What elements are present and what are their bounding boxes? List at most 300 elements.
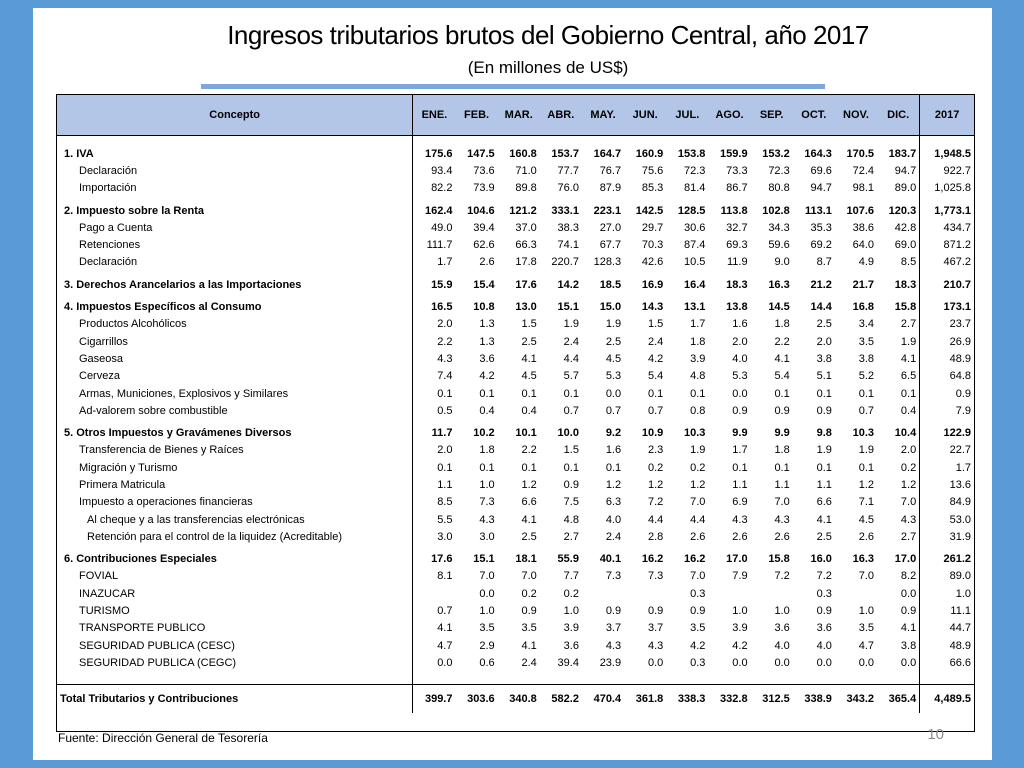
month-value-cell: 18.3 bbox=[894, 278, 917, 291]
month-value-cell: 0.2 bbox=[690, 461, 706, 474]
month-value-cell: 0.1 bbox=[563, 461, 579, 474]
month-value-cell: 4.5 bbox=[605, 352, 622, 365]
month-value-cell: 16.9 bbox=[641, 278, 664, 291]
month-value-cell: 4.0 bbox=[816, 639, 832, 652]
month-value-cell: 73.9 bbox=[473, 182, 495, 195]
month-value-cell: 87.4 bbox=[684, 239, 706, 252]
month-value-cell: 85.3 bbox=[641, 182, 664, 195]
month-value-cell: 1.0 bbox=[732, 605, 748, 618]
month-value-cell: 14.2 bbox=[557, 278, 579, 291]
annual-total-cell: 210.7 bbox=[920, 276, 974, 293]
month-value-cell: 0.1 bbox=[437, 461, 453, 474]
month-value-cell: 0.1 bbox=[647, 387, 664, 400]
month-value-cell: 1.2 bbox=[521, 478, 537, 491]
month-value-cell: 4.1 bbox=[774, 352, 790, 365]
column-header-ene: ENE. bbox=[413, 95, 456, 136]
month-value-cell: 104.6 bbox=[467, 204, 495, 217]
month-value-cell: 21.7 bbox=[852, 278, 875, 291]
month-value-cell: 0.1 bbox=[563, 387, 579, 400]
month-value-cell: 1.1 bbox=[437, 478, 453, 491]
month-value-cell: 9.9 bbox=[774, 427, 790, 440]
month-value-cell: 15.8 bbox=[768, 553, 790, 566]
month-value-cell: 32.7 bbox=[726, 221, 748, 234]
month-value-cell: 13.8 bbox=[726, 301, 748, 314]
month-value-cell: 147.5 bbox=[467, 147, 495, 160]
month-value-cell: 4.8 bbox=[690, 370, 706, 383]
month-value-cell: 69.6 bbox=[810, 164, 832, 177]
month-value-cell: 16.0 bbox=[810, 553, 832, 566]
row-label: 3. Derechos Arancelarios a las Importaciones bbox=[57, 276, 413, 293]
month-value-cell: 2.7 bbox=[900, 318, 917, 331]
month-value-cell: 1.0 bbox=[563, 605, 579, 618]
month-value-cell: 3.6 bbox=[774, 622, 790, 635]
month-value-cell: 3.8 bbox=[816, 352, 832, 365]
month-value-cell: 0.1 bbox=[858, 461, 875, 474]
annual-total-cell: 122.9 bbox=[920, 424, 974, 441]
annual-total-cell: 89.0 bbox=[920, 568, 974, 585]
month-value-cell: 5.5 bbox=[437, 513, 453, 526]
month-value-cell: 4.4 bbox=[563, 352, 579, 365]
month-value-cell: 0.1 bbox=[816, 461, 832, 474]
month-value-cell: 4.1 bbox=[900, 622, 917, 635]
month-value-cell: 29.7 bbox=[641, 221, 664, 234]
total-value-cell: 338.9 bbox=[793, 684, 835, 713]
month-value-cell: 4.2 bbox=[690, 639, 706, 652]
table-row bbox=[57, 333, 974, 350]
month-value-cell: 1.9 bbox=[563, 318, 579, 331]
annual-total-cell: 467.2 bbox=[920, 254, 974, 271]
annual-total-cell: 48.9 bbox=[920, 350, 974, 367]
month-value-cell: 0.1 bbox=[816, 387, 832, 400]
column-header-ago: AGO. bbox=[708, 95, 750, 136]
month-value-cell: 1.6 bbox=[732, 318, 748, 331]
section-row bbox=[57, 202, 974, 219]
month-value-cell: 9.0 bbox=[774, 256, 790, 269]
table-row bbox=[57, 254, 974, 271]
month-value-cell: 2.2 bbox=[521, 444, 537, 457]
month-value-cell: 121.2 bbox=[509, 204, 537, 217]
column-header-mar: MAR. bbox=[498, 95, 540, 136]
annual-total-cell: 7.9 bbox=[920, 402, 974, 419]
month-value-cell: 0.2 bbox=[521, 587, 537, 600]
annual-total-cell: 48.9 bbox=[920, 637, 974, 654]
month-value-cell: 1.2 bbox=[900, 478, 917, 491]
slide-subtitle: (En millones de US$) bbox=[467, 58, 629, 77]
month-value-cell: 3.6 bbox=[816, 622, 832, 635]
month-value-cell: 7.0 bbox=[858, 570, 875, 583]
month-value-cell: 2.4 bbox=[563, 335, 579, 348]
month-value-cell: 3.5 bbox=[521, 622, 537, 635]
month-value-cell: 0.0 bbox=[774, 656, 790, 669]
month-value-cell: 223.1 bbox=[593, 204, 622, 217]
slide-title: Ingresos tributarios brutos del Gobierno Central, año 2017 bbox=[227, 20, 869, 50]
month-value-cell: 69.3 bbox=[726, 239, 748, 252]
month-value-cell: 5.3 bbox=[605, 370, 622, 383]
month-value-cell: 16.2 bbox=[684, 553, 706, 566]
month-value-cell: 153.2 bbox=[762, 147, 790, 160]
month-value-cell: 3.8 bbox=[858, 352, 875, 365]
month-value-cell: 17.8 bbox=[515, 256, 537, 269]
month-value-cell: 2.4 bbox=[647, 335, 664, 348]
row-label: Migración y Turismo bbox=[57, 459, 413, 476]
month-value-cell: 7.3 bbox=[647, 570, 664, 583]
month-value-cell: 4.1 bbox=[437, 622, 453, 635]
month-value-cell: 0.9 bbox=[900, 605, 917, 618]
month-value-cell: 1.7 bbox=[437, 256, 453, 269]
month-value-cell: 4.3 bbox=[437, 352, 453, 365]
month-value-cell: 164.7 bbox=[593, 147, 622, 160]
table-row bbox=[57, 236, 974, 253]
month-value-cell: 17.0 bbox=[726, 553, 748, 566]
month-value-cell: 4.8 bbox=[563, 513, 579, 526]
month-value-cell: 0.8 bbox=[690, 404, 706, 417]
annual-total-cell: 1,948.5 bbox=[920, 145, 974, 162]
month-value-cell: 0.7 bbox=[647, 404, 664, 417]
month-value-cell: 18.3 bbox=[726, 278, 748, 291]
month-value-cell: 162.4 bbox=[424, 204, 453, 217]
month-value-cell: 170.5 bbox=[846, 147, 875, 160]
month-value-cell: 66.3 bbox=[515, 239, 537, 252]
month-value-cell: 3.8 bbox=[900, 639, 917, 652]
month-value-cell: 73.6 bbox=[473, 164, 495, 177]
month-value-cell: 7.1 bbox=[858, 496, 875, 509]
column-header-jul: JUL. bbox=[666, 95, 708, 136]
month-value-cell: 128.5 bbox=[677, 204, 706, 217]
month-value-cell: 5.4 bbox=[647, 370, 664, 383]
month-value-cell: 70.3 bbox=[641, 239, 664, 252]
month-value-cell: 102.8 bbox=[762, 204, 790, 217]
month-value-cell: 38.3 bbox=[557, 221, 579, 234]
month-value-cell: 142.5 bbox=[635, 204, 664, 217]
annual-total-cell: 0.9 bbox=[920, 385, 974, 402]
month-value-cell: 4.3 bbox=[647, 639, 664, 652]
month-value-cell: 39.4 bbox=[557, 656, 579, 669]
month-value-cell: 4.2 bbox=[732, 639, 748, 652]
column-header-dic: DIC. bbox=[877, 95, 920, 136]
month-value-cell: 2.4 bbox=[605, 530, 622, 543]
month-value-cell: 2.6 bbox=[479, 256, 495, 269]
month-value-cell: 7.0 bbox=[900, 496, 917, 509]
month-value-cell: 0.1 bbox=[732, 461, 748, 474]
row-label: TURISMO bbox=[57, 602, 413, 619]
month-value-cell: 4.1 bbox=[816, 513, 832, 526]
month-value-cell: 0.9 bbox=[563, 478, 579, 491]
month-value-cell: 2.5 bbox=[521, 530, 537, 543]
table-row bbox=[57, 511, 974, 528]
table-row bbox=[57, 654, 974, 671]
month-value-cell: 1.1 bbox=[774, 478, 790, 491]
month-value-cell: 16.8 bbox=[852, 301, 875, 314]
month-value-cell: 0.9 bbox=[690, 605, 706, 618]
month-value-cell: 1.1 bbox=[732, 478, 748, 491]
month-value-cell bbox=[708, 585, 750, 602]
month-value-cell: 0.5 bbox=[437, 404, 453, 417]
month-value-cell: 2.5 bbox=[816, 318, 832, 331]
month-value-cell: 3.6 bbox=[563, 639, 579, 652]
month-value-cell: 16.4 bbox=[684, 278, 706, 291]
row-label: Productos Alcohólicos bbox=[57, 316, 413, 333]
annual-total-cell: 44.7 bbox=[920, 620, 974, 637]
row-label: Al cheque y a las transferencias electrónicas bbox=[57, 511, 413, 528]
month-value-cell: 159.9 bbox=[720, 147, 748, 160]
month-value-cell: 13.0 bbox=[515, 301, 537, 314]
month-value-cell: 113.8 bbox=[720, 204, 748, 217]
month-value-cell: 3.9 bbox=[690, 352, 706, 365]
month-value-cell: 75.6 bbox=[641, 164, 664, 177]
month-value-cell: 6.6 bbox=[816, 496, 832, 509]
month-value-cell: 98.1 bbox=[852, 182, 875, 195]
month-value-cell: 3.6 bbox=[479, 352, 495, 365]
month-value-cell: 7.3 bbox=[479, 496, 495, 509]
month-value-cell: 16.3 bbox=[852, 553, 875, 566]
month-value-cell: 59.6 bbox=[768, 239, 790, 252]
month-value-cell: 2.5 bbox=[816, 530, 832, 543]
table-row bbox=[57, 162, 974, 179]
month-value-cell: 34.3 bbox=[768, 221, 790, 234]
month-value-cell: 4.3 bbox=[900, 513, 917, 526]
month-value-cell: 72.4 bbox=[852, 164, 875, 177]
spacer-row bbox=[57, 672, 974, 685]
month-value-cell: 4.1 bbox=[521, 352, 537, 365]
month-value-cell: 3.0 bbox=[437, 530, 453, 543]
month-value-cell: 10.9 bbox=[641, 427, 664, 440]
month-value-cell: 2.7 bbox=[563, 530, 579, 543]
month-value-cell: 21.2 bbox=[810, 278, 832, 291]
month-value-cell: 4.9 bbox=[858, 256, 875, 269]
month-value-cell: 2.5 bbox=[521, 335, 537, 348]
month-value-cell: 23.9 bbox=[599, 656, 622, 669]
month-value-cell: 2.6 bbox=[774, 530, 790, 543]
month-value-cell: 6.5 bbox=[900, 370, 917, 383]
month-value-cell: 1.7 bbox=[732, 444, 748, 457]
total-row bbox=[57, 684, 974, 713]
total-value-cell: 343.2 bbox=[835, 684, 877, 713]
month-value-cell: 3.9 bbox=[563, 622, 579, 635]
month-value-cell: 1.9 bbox=[900, 335, 917, 348]
month-value-cell: 3.4 bbox=[858, 318, 875, 331]
month-value-cell: 38.6 bbox=[852, 221, 875, 234]
row-label: 1. IVA bbox=[57, 145, 413, 162]
row-label: TRANSPORTE PUBLICO bbox=[57, 620, 413, 637]
month-value-cell: 3.5 bbox=[858, 622, 875, 635]
table-row bbox=[57, 637, 974, 654]
month-value-cell: 0.9 bbox=[605, 605, 622, 618]
month-value-cell: 64.0 bbox=[852, 239, 875, 252]
month-value-cell: 1.0 bbox=[479, 605, 495, 618]
month-value-cell: 0.0 bbox=[732, 387, 748, 400]
spacer-row bbox=[57, 136, 974, 146]
month-value-cell: 69.2 bbox=[810, 239, 832, 252]
month-value-cell: 76.0 bbox=[557, 182, 579, 195]
month-value-cell: 0.0 bbox=[647, 656, 664, 669]
row-label: Cerveza bbox=[57, 368, 413, 385]
table-row bbox=[57, 620, 974, 637]
month-value-cell: 1.5 bbox=[521, 318, 537, 331]
row-label: 4. Impuestos Específicos al Consumo bbox=[57, 298, 413, 315]
month-value-cell bbox=[582, 585, 624, 602]
month-value-cell bbox=[413, 585, 456, 602]
column-header-oct: OCT. bbox=[793, 95, 835, 136]
month-value-cell: 0.1 bbox=[774, 461, 790, 474]
annual-total-cell: 434.7 bbox=[920, 219, 974, 236]
month-value-cell: 4.1 bbox=[900, 352, 917, 365]
row-label: 6. Contribuciones Especiales bbox=[57, 551, 413, 568]
section-row bbox=[57, 551, 974, 568]
month-value-cell: 1.0 bbox=[858, 605, 875, 618]
column-header-concepto: Concepto bbox=[57, 95, 413, 136]
month-value-cell: 0.1 bbox=[437, 387, 453, 400]
month-value-cell: 49.0 bbox=[431, 221, 453, 234]
month-value-cell: 55.9 bbox=[557, 553, 579, 566]
table-row bbox=[57, 180, 974, 197]
month-value-cell: 1.2 bbox=[647, 478, 664, 491]
month-value-cell: 10.0 bbox=[557, 427, 579, 440]
month-value-cell: 11.7 bbox=[431, 427, 453, 440]
column-header-sep: SEP. bbox=[751, 95, 793, 136]
month-value-cell: 1.5 bbox=[563, 444, 579, 457]
month-value-cell: 15.1 bbox=[557, 301, 579, 314]
total-value-cell: 399.7 bbox=[413, 684, 456, 713]
month-value-cell: 17.6 bbox=[431, 553, 453, 566]
total-value-cell: 470.4 bbox=[582, 684, 624, 713]
total-value-cell: 303.6 bbox=[455, 684, 497, 713]
month-value-cell: 89.8 bbox=[515, 182, 537, 195]
column-header-feb: FEB. bbox=[455, 95, 497, 136]
month-value-cell: 3.0 bbox=[479, 530, 495, 543]
annual-total-cell: 922.7 bbox=[920, 162, 974, 179]
month-value-cell: 1.7 bbox=[690, 318, 706, 331]
month-value-cell: 0.9 bbox=[774, 404, 790, 417]
month-value-cell: 0.0 bbox=[858, 656, 875, 669]
month-value-cell: 7.0 bbox=[690, 496, 706, 509]
row-label: Transferencia de Bienes y Raíces bbox=[57, 442, 413, 459]
month-value-cell: 15.9 bbox=[431, 278, 453, 291]
month-value-cell: 40.1 bbox=[599, 553, 622, 566]
month-value-cell: 80.8 bbox=[768, 182, 790, 195]
month-value-cell: 5.7 bbox=[563, 370, 579, 383]
row-label: Gaseosa bbox=[57, 350, 413, 367]
month-value-cell: 1.8 bbox=[774, 444, 790, 457]
annual-total-cell: 66.6 bbox=[920, 654, 974, 671]
section-row bbox=[57, 276, 974, 293]
month-value-cell: 153.8 bbox=[677, 147, 706, 160]
month-value-cell: 6.6 bbox=[521, 496, 537, 509]
month-value-cell: 1.3 bbox=[479, 335, 495, 348]
month-value-cell: 69.0 bbox=[894, 239, 917, 252]
table-row bbox=[57, 402, 974, 419]
source-note: Fuente: Dirección General de Tesorería bbox=[58, 731, 268, 745]
revenue-table bbox=[57, 95, 974, 713]
total-value-cell: 582.2 bbox=[540, 684, 582, 713]
month-value-cell: 71.0 bbox=[515, 164, 537, 177]
table-row bbox=[57, 476, 974, 493]
month-value-cell: 7.2 bbox=[816, 570, 832, 583]
month-value-cell: 7.9 bbox=[732, 570, 748, 583]
month-value-cell: 8.7 bbox=[816, 256, 832, 269]
month-value-cell: 72.3 bbox=[684, 164, 706, 177]
row-label: Impuesto a operaciones financieras bbox=[57, 494, 413, 511]
table-row bbox=[57, 385, 974, 402]
month-value-cell: 94.7 bbox=[810, 182, 832, 195]
month-value-cell: 2.3 bbox=[647, 444, 664, 457]
month-value-cell: 27.0 bbox=[599, 221, 622, 234]
month-value-cell: 1.6 bbox=[605, 444, 622, 457]
month-value-cell: 3.9 bbox=[732, 622, 748, 635]
month-value-cell: 14.3 bbox=[641, 301, 664, 314]
month-value-cell: 8.5 bbox=[900, 256, 917, 269]
month-value-cell bbox=[624, 585, 666, 602]
annual-total-cell: 23.7 bbox=[920, 316, 974, 333]
month-value-cell: 7.0 bbox=[690, 570, 706, 583]
month-value-cell: 82.2 bbox=[431, 182, 453, 195]
month-value-cell: 113.1 bbox=[804, 204, 832, 217]
month-value-cell: 0.4 bbox=[479, 404, 495, 417]
month-value-cell: 14.5 bbox=[768, 301, 790, 314]
row-label: Pago a Cuenta bbox=[57, 219, 413, 236]
month-value-cell: 94.7 bbox=[894, 164, 917, 177]
month-value-cell: 7.2 bbox=[774, 570, 790, 583]
annual-total-cell: 871.2 bbox=[920, 236, 974, 253]
month-value-cell: 8.1 bbox=[437, 570, 453, 583]
month-value-cell: 1.0 bbox=[774, 605, 790, 618]
month-value-cell: 73.3 bbox=[726, 164, 748, 177]
month-value-cell: 4.1 bbox=[521, 513, 537, 526]
total-value-cell: 365.4 bbox=[877, 684, 920, 713]
month-value-cell: 111.7 bbox=[426, 239, 453, 252]
row-label: Primera Matricula bbox=[57, 476, 413, 493]
month-value-cell: 4.4 bbox=[647, 513, 664, 526]
row-label: 2. Impuesto sobre la Renta bbox=[57, 202, 413, 219]
month-value-cell: 0.1 bbox=[479, 461, 495, 474]
month-value-cell: 10.5 bbox=[684, 256, 706, 269]
total-value-cell: 312.5 bbox=[751, 684, 793, 713]
month-value-cell: 1.1 bbox=[816, 478, 832, 491]
month-value-cell: 4.7 bbox=[437, 639, 453, 652]
month-value-cell: 120.3 bbox=[888, 204, 917, 217]
month-value-cell: 153.7 bbox=[551, 147, 579, 160]
row-label: Declaración bbox=[57, 254, 413, 271]
page-number: 10 bbox=[927, 726, 944, 743]
month-value-cell: 89.0 bbox=[894, 182, 917, 195]
month-value-cell: 0.0 bbox=[900, 587, 917, 600]
month-value-cell: 10.3 bbox=[684, 427, 706, 440]
month-value-cell: 0.0 bbox=[437, 656, 453, 669]
month-value-cell: 1.8 bbox=[690, 335, 706, 348]
month-value-cell: 3.7 bbox=[647, 622, 664, 635]
month-value-cell: 3.7 bbox=[605, 622, 622, 635]
row-label: Armas, Municiones, Explosivos y Similares bbox=[57, 385, 413, 402]
table-row bbox=[57, 568, 974, 585]
row-label: Declaración bbox=[57, 162, 413, 179]
month-value-cell: 0.7 bbox=[563, 404, 579, 417]
month-value-cell: 8.2 bbox=[900, 570, 917, 583]
table-row bbox=[57, 316, 974, 333]
month-value-cell: 128.3 bbox=[593, 256, 622, 269]
month-value-cell: 1.3 bbox=[479, 318, 495, 331]
month-value-cell: 0.2 bbox=[563, 587, 579, 600]
section-row bbox=[57, 424, 974, 441]
month-value-cell: 0.4 bbox=[521, 404, 537, 417]
month-value-cell: 0.1 bbox=[690, 387, 706, 400]
annual-total-cell: 1.0 bbox=[920, 585, 974, 602]
month-value-cell: 86.7 bbox=[726, 182, 748, 195]
month-value-cell: 0.7 bbox=[437, 605, 453, 618]
month-value-cell: 0.9 bbox=[647, 605, 664, 618]
month-value-cell: 7.0 bbox=[774, 496, 790, 509]
table-row bbox=[57, 494, 974, 511]
annual-total-cell: 1.7 bbox=[920, 459, 974, 476]
annual-total-cell: 261.2 bbox=[920, 551, 974, 568]
